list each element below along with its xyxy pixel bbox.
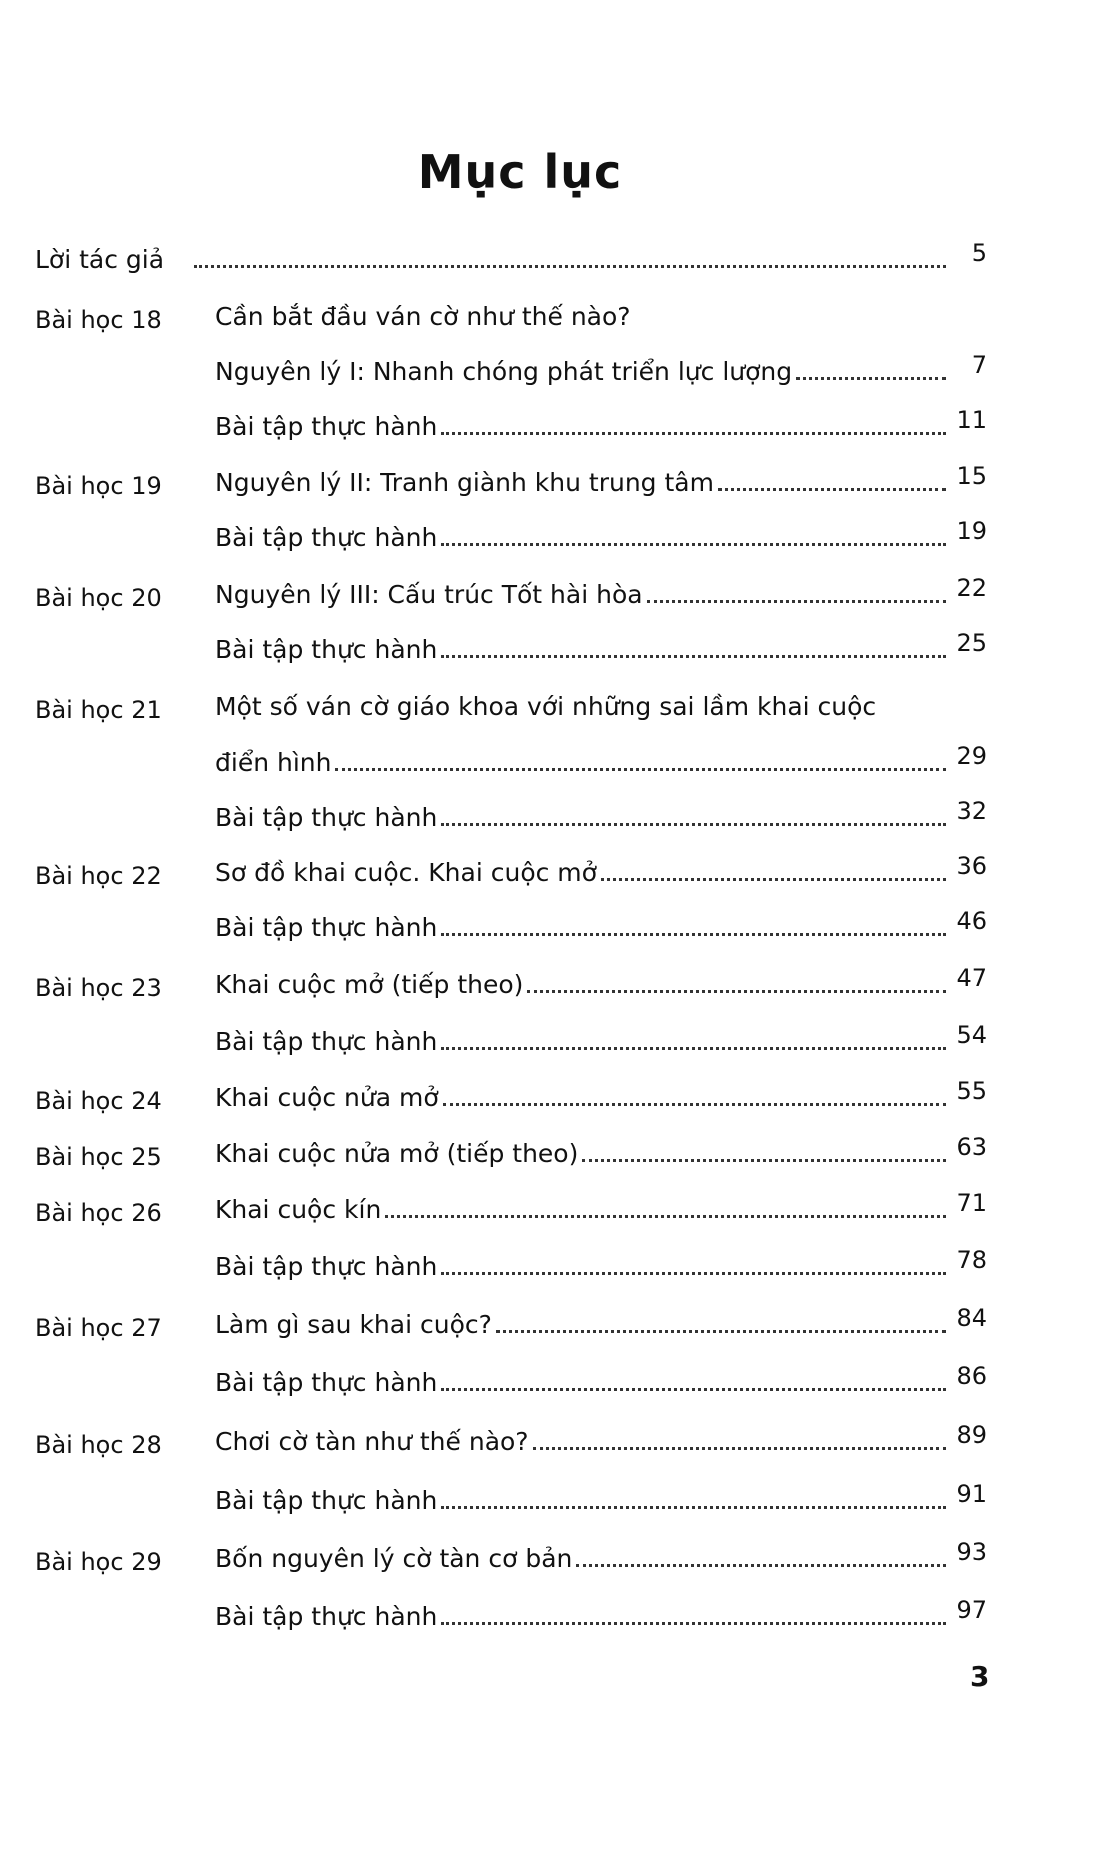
toc-entry-page: 5 bbox=[971, 239, 987, 267]
toc-entry bbox=[215, 523, 952, 552]
toc-lesson-label: Bài học 24 bbox=[35, 1087, 162, 1115]
toc-row[interactable] bbox=[0, 462, 1112, 508]
toc-entry-title: Chơi cờ tàn như thế nào? bbox=[215, 1427, 529, 1456]
toc-entry-title: Một số ván cờ giáo khoa với những sai lầm khai cuộc bbox=[215, 692, 877, 721]
toc-entry bbox=[215, 412, 952, 441]
toc-row[interactable] bbox=[0, 1246, 1112, 1292]
toc-entry-page: 29 bbox=[956, 742, 987, 770]
toc-lesson-label: Bài học 23 bbox=[35, 974, 162, 1002]
toc-entry-title: Khai cuộc kín bbox=[215, 1195, 382, 1224]
leader-dots bbox=[647, 598, 946, 603]
toc-row[interactable] bbox=[0, 1538, 1112, 1584]
toc-entry-title: Bài tập thực hành bbox=[215, 1252, 438, 1281]
leader-dots bbox=[441, 1504, 946, 1509]
leader-dots bbox=[582, 1157, 946, 1162]
toc-entry bbox=[215, 468, 952, 497]
toc-entry-page: 97 bbox=[956, 1596, 987, 1624]
toc-entry bbox=[215, 748, 952, 777]
toc-lesson-label: Bài học 27 bbox=[35, 1314, 162, 1342]
toc-row[interactable] bbox=[0, 964, 1112, 1010]
toc-entry bbox=[215, 1368, 952, 1397]
toc-entry-title: Bốn nguyên lý cờ tàn cơ bản bbox=[215, 1544, 573, 1573]
leader-dots bbox=[385, 1213, 946, 1218]
toc-row[interactable] bbox=[0, 574, 1112, 620]
toc-row[interactable] bbox=[0, 1480, 1112, 1526]
toc-entry-title: Bài tập thực hành bbox=[215, 1368, 438, 1397]
toc-entry bbox=[215, 970, 952, 999]
leader-dots bbox=[718, 486, 946, 491]
toc-entry-page: 89 bbox=[956, 1421, 987, 1449]
toc-entry-title: Bài tập thực hành bbox=[215, 1602, 438, 1631]
toc-entry bbox=[215, 1486, 952, 1515]
toc-entry bbox=[215, 635, 952, 664]
toc-row[interactable] bbox=[0, 517, 1112, 563]
toc-entry-title: Khai cuộc nửa mở (tiếp theo) bbox=[215, 1139, 579, 1168]
toc-entry bbox=[215, 1544, 952, 1573]
toc-entry-page: 11 bbox=[956, 406, 987, 434]
toc-entry-page: 47 bbox=[956, 964, 987, 992]
toc-row[interactable] bbox=[0, 742, 1112, 788]
toc-row[interactable] bbox=[0, 406, 1112, 452]
leader-dots bbox=[441, 931, 946, 936]
toc-entry-page: 19 bbox=[956, 517, 987, 545]
toc-entry-title: Cần bắt đầu ván cờ như thế nào? bbox=[215, 302, 631, 331]
toc-lesson-label: Bài học 28 bbox=[35, 1431, 162, 1459]
leader-dots bbox=[601, 876, 946, 881]
toc-entry-title: Bài tập thực hành bbox=[215, 1027, 438, 1056]
toc-entry-page: 91 bbox=[956, 1480, 987, 1508]
toc-entry-page: 71 bbox=[956, 1189, 987, 1217]
leader-dots bbox=[441, 1386, 946, 1391]
toc-entry bbox=[215, 913, 952, 942]
toc-entry-page: 93 bbox=[956, 1538, 987, 1566]
toc-row[interactable] bbox=[0, 1133, 1112, 1179]
toc-lesson-label: Bài học 20 bbox=[35, 584, 162, 612]
toc-lesson-label: Bài học 29 bbox=[35, 1548, 162, 1576]
leader-dots bbox=[496, 1328, 946, 1333]
toc-entry-title: Khai cuộc nửa mở bbox=[215, 1083, 439, 1112]
toc-entry-page: 15 bbox=[956, 462, 987, 490]
toc-lesson-label: Bài học 18 bbox=[35, 306, 162, 334]
toc-row[interactable] bbox=[0, 1189, 1112, 1235]
toc-row[interactable] bbox=[0, 797, 1112, 843]
leader-dots bbox=[441, 430, 946, 435]
toc-entry-page: 54 bbox=[956, 1021, 987, 1049]
toc-entry bbox=[215, 1027, 952, 1056]
toc-entry-title: Làm gì sau khai cuộc? bbox=[215, 1310, 492, 1339]
toc-entry-title: Nguyên lý II: Tranh giành khu trung tâm bbox=[215, 468, 714, 497]
toc-entry-title: Nguyên lý III: Cấu trúc Tốt hài hòa bbox=[215, 580, 643, 609]
leader-dots bbox=[335, 766, 946, 771]
toc-row[interactable] bbox=[0, 1304, 1112, 1350]
toc-row[interactable] bbox=[0, 1021, 1112, 1067]
toc-lesson-label: Bài học 26 bbox=[35, 1199, 162, 1227]
toc-entry-title: Bài tập thực hành bbox=[215, 523, 438, 552]
toc-entry-page: 22 bbox=[956, 574, 987, 602]
toc-entry bbox=[215, 1252, 952, 1281]
toc-row[interactable] bbox=[0, 907, 1112, 953]
toc-row[interactable] bbox=[0, 302, 1112, 342]
leader-dots bbox=[576, 1562, 946, 1567]
toc-entry bbox=[215, 1602, 952, 1631]
leader-dots bbox=[441, 1270, 946, 1275]
leader-dots bbox=[441, 821, 946, 826]
leader-dots bbox=[194, 263, 946, 268]
toc-entry-title: Bài tập thực hành bbox=[215, 913, 438, 942]
toc-entry bbox=[215, 1083, 952, 1112]
toc-entry-title: Bài tập thực hành bbox=[215, 1486, 438, 1515]
toc-entry-page: 84 bbox=[956, 1304, 987, 1332]
page-title: Mục lục bbox=[417, 145, 623, 199]
toc-row[interactable] bbox=[0, 351, 1112, 397]
toc-entry-title: Nguyên lý I: Nhanh chóng phát triển lực lượng bbox=[215, 357, 793, 386]
leader-dots bbox=[533, 1445, 946, 1450]
toc-entry bbox=[215, 1427, 952, 1456]
toc-entry-page: 86 bbox=[956, 1362, 987, 1390]
toc-entry bbox=[215, 1139, 952, 1168]
toc-entry bbox=[215, 803, 952, 832]
toc-entry-page: 32 bbox=[956, 797, 987, 825]
toc-lesson-label: Bài học 22 bbox=[35, 862, 162, 890]
leader-dots bbox=[441, 1620, 946, 1625]
toc-entry-page: 36 bbox=[956, 852, 987, 880]
toc-entry-title: Bài tập thực hành bbox=[215, 412, 438, 441]
toc-row[interactable] bbox=[0, 852, 1112, 898]
toc-entry-title: Sơ đồ khai cuộc. Khai cuộc mở bbox=[215, 858, 597, 887]
toc-lesson-label: Bài học 21 bbox=[35, 696, 162, 724]
toc-row[interactable] bbox=[0, 1596, 1112, 1642]
toc-row[interactable] bbox=[0, 692, 1112, 732]
toc-entry bbox=[215, 1195, 952, 1224]
toc-lesson-label: Bài học 19 bbox=[35, 472, 162, 500]
toc-entry bbox=[215, 1310, 952, 1339]
page-number: 3 bbox=[970, 1660, 990, 1693]
toc-entry-page: 7 bbox=[971, 351, 987, 379]
toc-entry-page: 46 bbox=[956, 907, 987, 935]
toc-row[interactable] bbox=[0, 629, 1112, 675]
toc-entry bbox=[215, 692, 952, 721]
leader-dots bbox=[441, 653, 946, 658]
leader-dots bbox=[796, 375, 946, 380]
leader-dots bbox=[527, 988, 946, 993]
toc-entry-title: điển hình bbox=[215, 748, 332, 777]
toc-entry bbox=[215, 580, 952, 609]
toc-entry-title: Khai cuộc mở (tiếp theo) bbox=[215, 970, 524, 999]
toc-entry bbox=[215, 357, 952, 386]
toc-row-preface[interactable] bbox=[0, 239, 1112, 285]
leader-dots bbox=[443, 1101, 946, 1106]
leader-dots bbox=[441, 1045, 946, 1050]
leader-dots bbox=[441, 541, 946, 546]
toc-entry-title: Bài tập thực hành bbox=[215, 635, 438, 664]
toc-entry-title: Bài tập thực hành bbox=[215, 803, 438, 832]
toc-entry bbox=[35, 245, 952, 274]
toc-entry-page: 55 bbox=[956, 1077, 987, 1105]
toc-lesson-label: Bài học 25 bbox=[35, 1143, 162, 1171]
toc-row[interactable] bbox=[0, 1362, 1112, 1408]
toc-entry bbox=[215, 858, 952, 887]
toc-entry-page: 78 bbox=[956, 1246, 987, 1274]
toc-entry-page: 25 bbox=[956, 629, 987, 657]
toc-entry-title: Lời tác giả bbox=[35, 245, 165, 274]
toc-row[interactable] bbox=[0, 1077, 1112, 1123]
toc-entry bbox=[215, 302, 952, 331]
toc-entry-page: 63 bbox=[956, 1133, 987, 1161]
toc-row[interactable] bbox=[0, 1421, 1112, 1467]
